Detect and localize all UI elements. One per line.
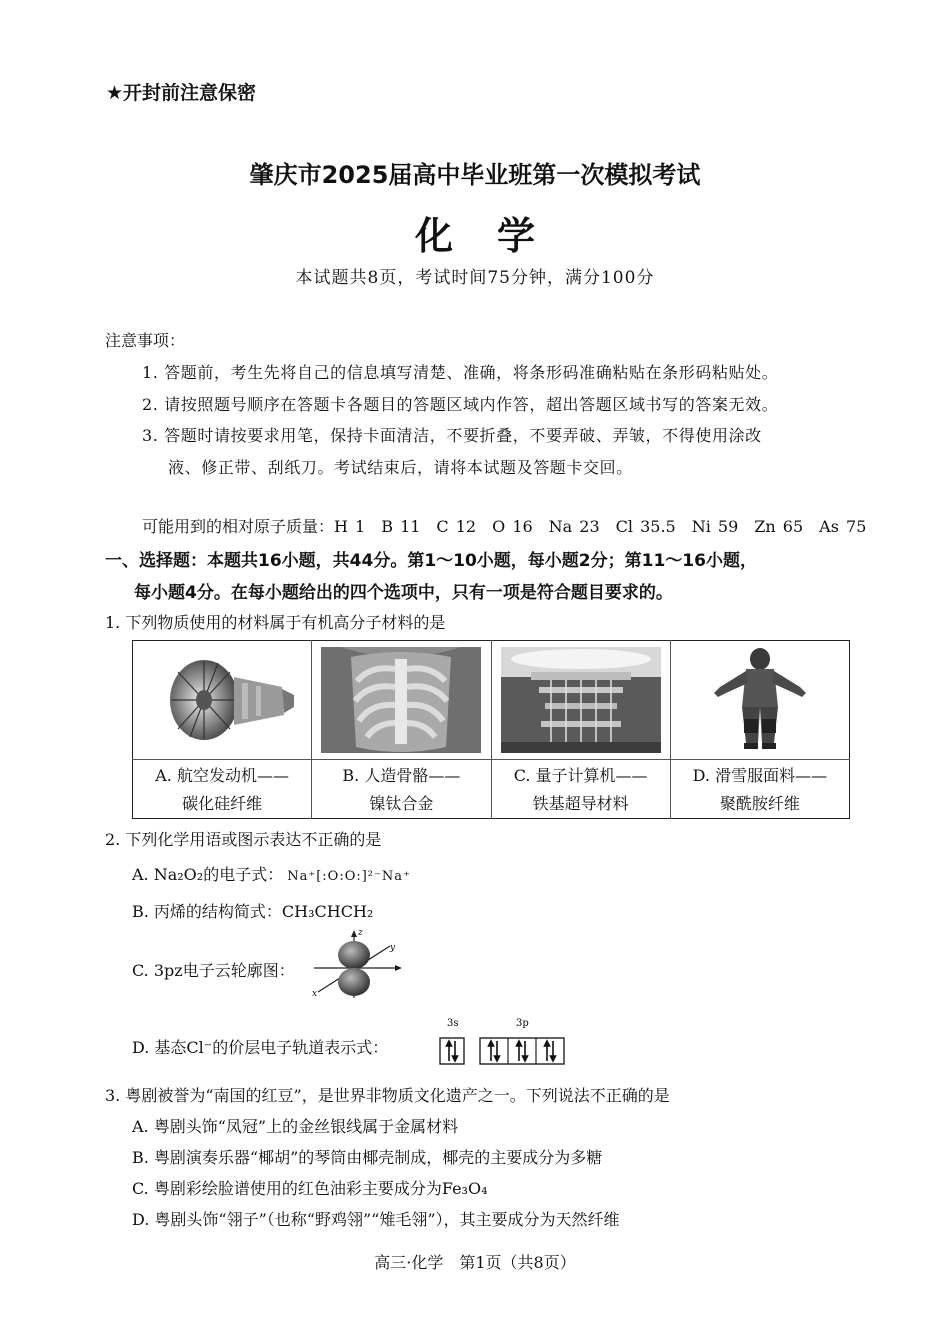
option-a-caption	[133, 760, 312, 819]
orbital-box-diagram	[436, 1016, 568, 1068]
question-3-stem: 3. 粤剧被誉为“南国的红豆”，是世界非物质文化遗产之一。下列说法不正确的是	[105, 1086, 670, 1105]
option-c-caption	[491, 760, 670, 819]
jet-engine-image	[142, 647, 302, 753]
option-d-material: 聚酰胺纤维	[719, 794, 800, 813]
question-3-option-a: A. 粤剧头饰“凤冠”上的金丝银线属于金属材料	[132, 1117, 459, 1136]
section-heading-cont: 每小题4分。在每小题给出的四个选项中，只有一项是符合题目要求的。	[134, 583, 673, 603]
question-1-table	[132, 640, 850, 819]
question-2-option-b: B. 丙烯的结构简式：CH₃CHCH₂	[132, 902, 374, 921]
orbital-3p-label: 3p	[516, 1018, 529, 1029]
question-2-stem: 2. 下列化学用语或图示表达不正确的是	[105, 830, 382, 849]
orbital-3s-label: 3s	[447, 1018, 459, 1029]
section-heading: 一、选择题：本题共16小题，共44分。第1～10小题，每小题2分；第11～16小题，	[105, 551, 757, 571]
question-3-option-d: D. 粤剧头饰“翎子”（也称“野鸡翎”“雉毛翎”），其主要成分为天然纤维	[132, 1210, 620, 1229]
exam-title: 肇庆市2025届高中毕业班第一次模拟考试	[249, 161, 701, 189]
option-a-text: A. Na₂O₂的电子式：	[132, 865, 284, 884]
option-b-caption	[312, 760, 491, 819]
note-item: 2. 请按照题号顺序在答题卡各题目的答题区域内作答，超出答题区域书写的答案无效。	[142, 395, 779, 414]
ski-suit-image	[680, 647, 840, 753]
option-d-label: D. 滑雪服面料——	[692, 766, 828, 785]
option-c-image-cell	[491, 641, 670, 760]
question-1-stem: 1. 下列物质使用的材料属于有机高分子材料的是	[105, 613, 446, 632]
option-a-image-cell	[133, 641, 312, 760]
question-3-option-c: C. 粤剧彩绘脸谱使用的红色油彩主要成分为Fe₃O₄	[132, 1179, 488, 1198]
option-c-label: C. 量子计算机——	[513, 766, 648, 785]
option-d-caption	[670, 760, 849, 819]
option-b-image-cell	[312, 641, 491, 760]
option-a-material: 碳化硅纤维	[182, 794, 263, 813]
electron-formula: Na⁺[:O:O:]²⁻Na⁺	[287, 869, 411, 884]
note-item: 液、修正带、刮纸刀。考试结束后，请将本试题及答题卡交回。	[168, 458, 633, 477]
exam-info: 本试题共8页，考试时间75分钟，满分100分	[295, 268, 655, 288]
notes-heading: 注意事项：	[105, 331, 186, 350]
quantum-computer-image	[501, 647, 661, 753]
confidential-notice: ★开封前注意保密	[106, 82, 257, 104]
option-c-material: 铁基超导材料	[532, 794, 629, 813]
3pz-orbital-diagram	[310, 926, 406, 1000]
option-b-material: 镍钛合金	[369, 794, 434, 813]
question-2-option-c: C. 3pz电子云轮廓图：	[132, 961, 295, 980]
orbital-box-3s	[440, 1038, 464, 1064]
axis-x-label: x	[312, 989, 318, 999]
orbital-box-3p	[480, 1038, 564, 1064]
page-footer: 高三·化学 第1页（共8页）	[374, 1253, 576, 1272]
note-item: 3. 答题时请按要求用笔，保持卡面清洁，不要折叠，不要弄破、弄皱，不得使用涂改	[142, 426, 762, 445]
artificial-bone-image	[321, 647, 481, 753]
axis-z-label: z	[358, 928, 363, 938]
atomic-masses: 可能用到的相对原子质量：H 1 B 11 C 12 O 16 Na 23 Cl 35.5 Ni 59 Zn 65 As 75	[142, 517, 867, 536]
axis-y-label: y	[390, 943, 396, 953]
note-item: 1. 答题前，考生先将自己的信息填写清楚、准确，将条形码准确粘贴在条形码粘贴处。	[142, 363, 779, 382]
subject-title: 化学	[414, 213, 579, 258]
question-2-option-d: D. 基态Cl⁻的价层电子轨道表示式：	[132, 1038, 389, 1057]
option-a-label: A. 航空发动机——	[155, 766, 289, 785]
question-3-option-b: B. 粤剧演奏乐器“椰胡”的琴筒由椰壳制成，椰壳的主要成分为多糖	[132, 1148, 603, 1167]
question-2-option-a	[132, 862, 411, 885]
option-b-label: B. 人造骨骼——	[342, 766, 461, 785]
option-d-image-cell	[670, 641, 849, 760]
